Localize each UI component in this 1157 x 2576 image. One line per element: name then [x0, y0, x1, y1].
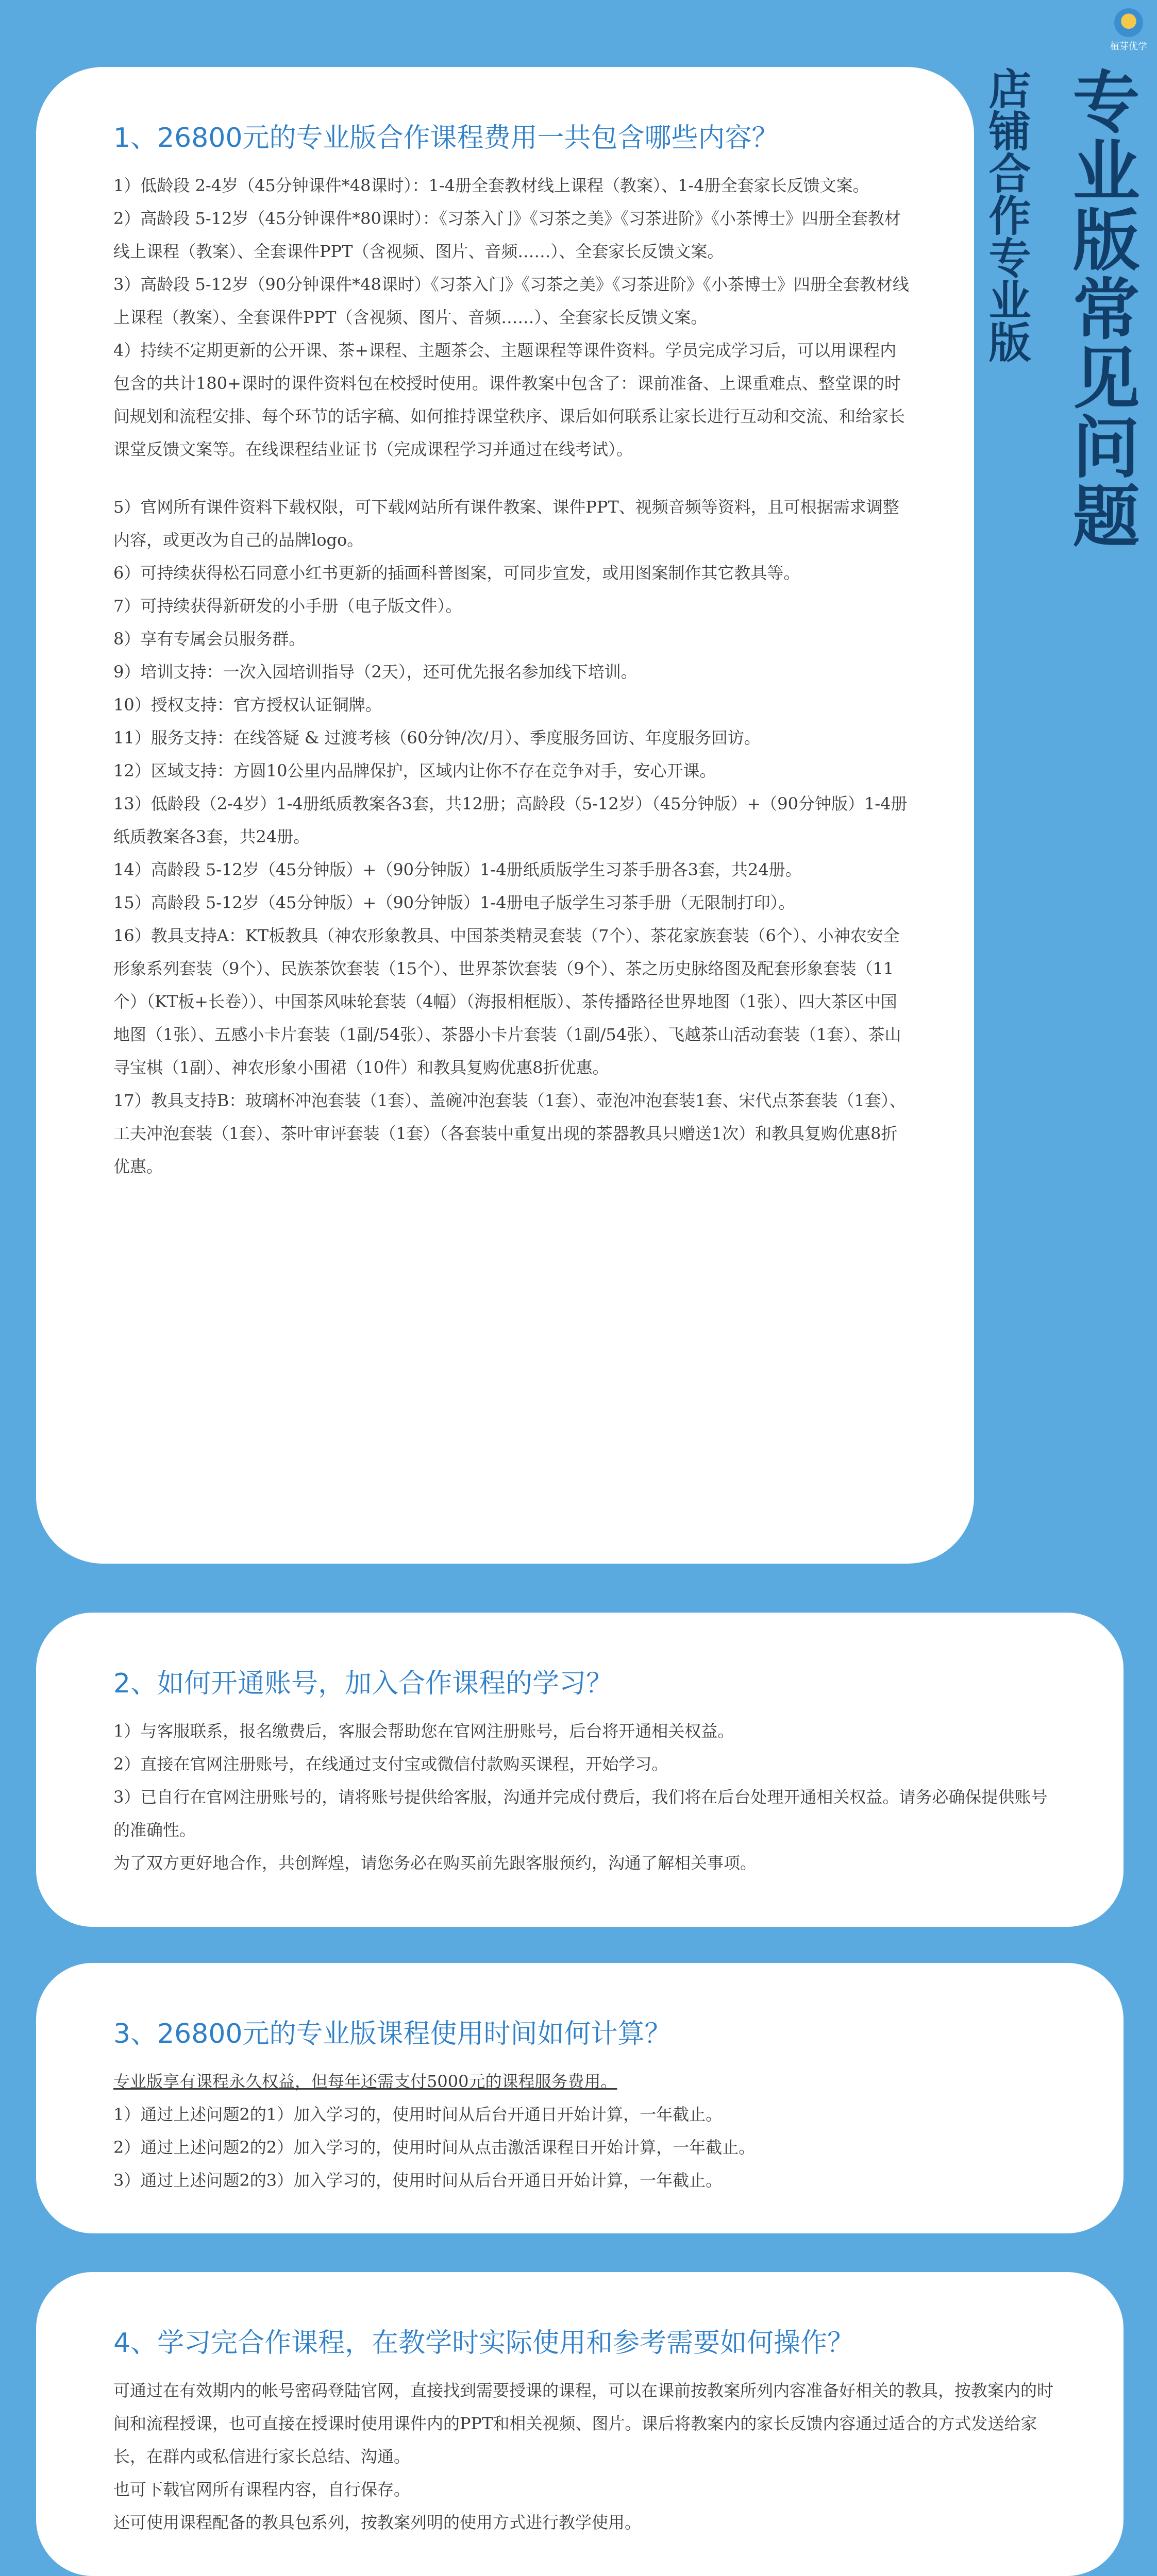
faq-paragraph: 6）可持续获得松石同意小红书更新的插画科普图案，可同步宣发，或用图案制作其它教具等。	[113, 563, 800, 583]
faq-card-1	[36, 67, 974, 1564]
faq-paragraph: 2）通过上述问题2的2）加入学习的，使用时间从点击激活课程日开始计算，一年截止。	[113, 2138, 756, 2157]
logo-text: 植芽优学	[1110, 41, 1147, 52]
faq-heading: 2、如何开通账号，加入合作课程的学习？	[113, 1668, 613, 1699]
faq-heading: 1、26800元的专业版合作课程费用一共包含哪些内容？	[113, 123, 779, 154]
faq-paragraph: 1）低龄段 2-4岁（45分钟课件*48课时）：1-4册全套教材线上课程（教案）、1-4册全套家长反馈文案。	[113, 176, 869, 195]
faq-paragraph: 16）教具支持A：KT板教具（神农形象教具、中国茶类精灵套装（7个）、茶花家族套装（6个）、小神农安全形象系列套装（9个）、民族茶饮套装（15个）、世界茶饮套装（9个）、茶之历史脉络图及配套形象套装（11个）（KT板+长卷））、中国茶风味轮套装（4幅）（海报相框版）、茶传播路径世界地图（1张）、四大茶区中国地图（1张）、五感小卡片套装（1副/54张）、茶器小卡片套装（1副/54张）、飞越茶山活动套装（1套）、茶山寻宝棋（1副）、神农形象小围裙（10件）和教具复购优惠8折优惠。	[113, 926, 901, 1077]
faq-paragraph: 2）高龄段 5-12岁（45分钟课件*80课时）：《习茶入门》《习茶之美》《习茶进阶》《小茶博士》四册全套教材线上课程（教案）、全套课件PPT（含视频、图片、音频……）、全套家长反馈文案。	[113, 209, 901, 261]
faq-card-4	[36, 2272, 1124, 2576]
faq-paragraph: 为了双方更好地合作，共创辉煌，请您务必在购买前先跟客服预约，沟通了解相关事项。	[113, 1853, 757, 1873]
page-subtitle: 店铺合作专业版	[982, 67, 1031, 363]
faq-paragraph: 1）通过上述问题2的1）加入学习的，使用时间从后台开通日开始计算，一年截止。	[113, 2105, 723, 2124]
faq-paragraph: 15）高龄段 5-12岁（45分钟版）+（90分钟版）1-4册电子版学生习茶手册（无限制打印）。	[113, 893, 795, 912]
faq-paragraph: 7）可持续获得新研发的小手册（电子版文件）。	[113, 596, 462, 616]
faq-card-3	[36, 1963, 1124, 2233]
faq-paragraph: 12）区域支持：方圆10公里内品牌保护，区域内让你不存在竞争对手，安心开课。	[113, 761, 716, 781]
faq-paragraph: 13）低龄段（2-4岁）1-4册纸质教案各3套，共12册；高龄段（5-12岁）（45分钟版）+（90分钟版）1-4册纸质教案各3套，共24册。	[113, 794, 908, 846]
brand-logo	[1108, 8, 1149, 53]
faq-paragraph: 8）享有专属会员服务群。	[113, 629, 306, 649]
page-title: 专业版常见问题	[1062, 67, 1140, 550]
faq-paragraph: 专业版享有课程永久权益，但每年还需支付5000元的课程服务费用。	[113, 2072, 617, 2091]
faq-paragraph: 11）服务支持：在线答疑 & 过渡考核（60分钟/次/月）、季度服务回访、年度服务回访。	[113, 728, 761, 748]
faq-paragraph: 14）高龄段 5-12岁（45分钟版）+（90分钟版）1-4册纸质版学生习茶手册各3套，共24册。	[113, 860, 802, 879]
faq-paragraph: 3）通过上述问题2的3）加入学习的，使用时间从后台开通日开始计算，一年截止。	[113, 2171, 723, 2190]
faq-heading: 4、学习完合作课程，在教学时实际使用和参考需要如何操作？	[113, 2328, 854, 2359]
faq-card-2	[36, 1613, 1124, 1927]
faq-paragraph: 5）官网所有课件资料下载权限，可下载网站所有课件教案、课件PPT、视频音频等资料，且可根据需求调整内容，或更改为自己的品牌logo。	[113, 497, 899, 550]
faq-paragraph: 还可使用课程配备的教具包系列，按教案列明的使用方式进行教学使用。	[113, 2513, 642, 2532]
faq-heading: 3、26800元的专业版课程使用时间如何计算？	[113, 2019, 672, 2049]
faq-paragraph: 9）培训支持：一次入园培训指导（2天），还可优先报名参加线下培训。	[113, 662, 638, 682]
faq-paragraph: 1）与客服联系，报名缴费后，客服会帮助您在官网注册账号，后台将开通相关权益。	[113, 1721, 734, 1741]
faq-paragraph: 3）高龄段 5-12岁（90分钟课件*48课时）《习茶入门》《习茶之美》《习茶进阶》《小茶博士》四册全套教材线上课程（教案）、全套课件PPT（含视频、图片、音频……）、全套家长反馈文案。	[113, 275, 909, 327]
faq-paragraph: 也可下载官网所有课程内容，自行保存。	[113, 2480, 411, 2499]
faq-paragraph: 3）已自行在官网注册账号的，请将账号提供给客服，沟通并完成付费后，我们将在后台处理开通相关权益。请务必确保提供账号的准确性。	[113, 1787, 1048, 1840]
faq-paragraph: 17）教具支持B：玻璃杯冲泡套装（1套）、盖碗冲泡套装（1套）、壶泡冲泡套装1套、宋代点茶套装（1套）、工夫冲泡套装（1套）、茶叶审评套装（1套）（各套装中重复出现的茶器教具只赠送1次）和教具复购优惠8折优惠。	[113, 1091, 906, 1176]
faq-paragraph: 2）直接在官网注册账号，在线通过支付宝或微信付款购买课程，开始学习。	[113, 1754, 668, 1774]
logo-mark-icon	[1114, 8, 1143, 37]
faq-paragraph: 可通过在有效期内的帐号密码登陆官网，直接找到需要授课的课程，可以在课前按教案所列内容准备好相关的教具，按教案内的时间和流程授课，也可直接在授课时使用课件内的PPT和相关视频、图片。课后将教案内的家长反馈内容通过适合的方式发送给家长，在群内或私信进行家长总结、沟通。	[113, 2381, 1054, 2466]
faq-paragraph: 4）持续不定期更新的公开课、茶+课程、主题茶会、主题课程等课件资料。学员完成学习后，可以用课程内包含的共计180+课时的课件资料包在校授时使用。课件教案中包含了：课前准备、上课重难点、整堂课的时间规划和流程安排、每个环节的话字稿、如何推持课堂秩序、课后如何联系让家长进行互动和交流、和给家长课堂反馈文案等。在线课程结业证书（完成课程学习并通过在线考试）。	[113, 341, 906, 459]
faq-paragraph: 10）授权支持：官方授权认证铜牌。	[113, 695, 382, 715]
